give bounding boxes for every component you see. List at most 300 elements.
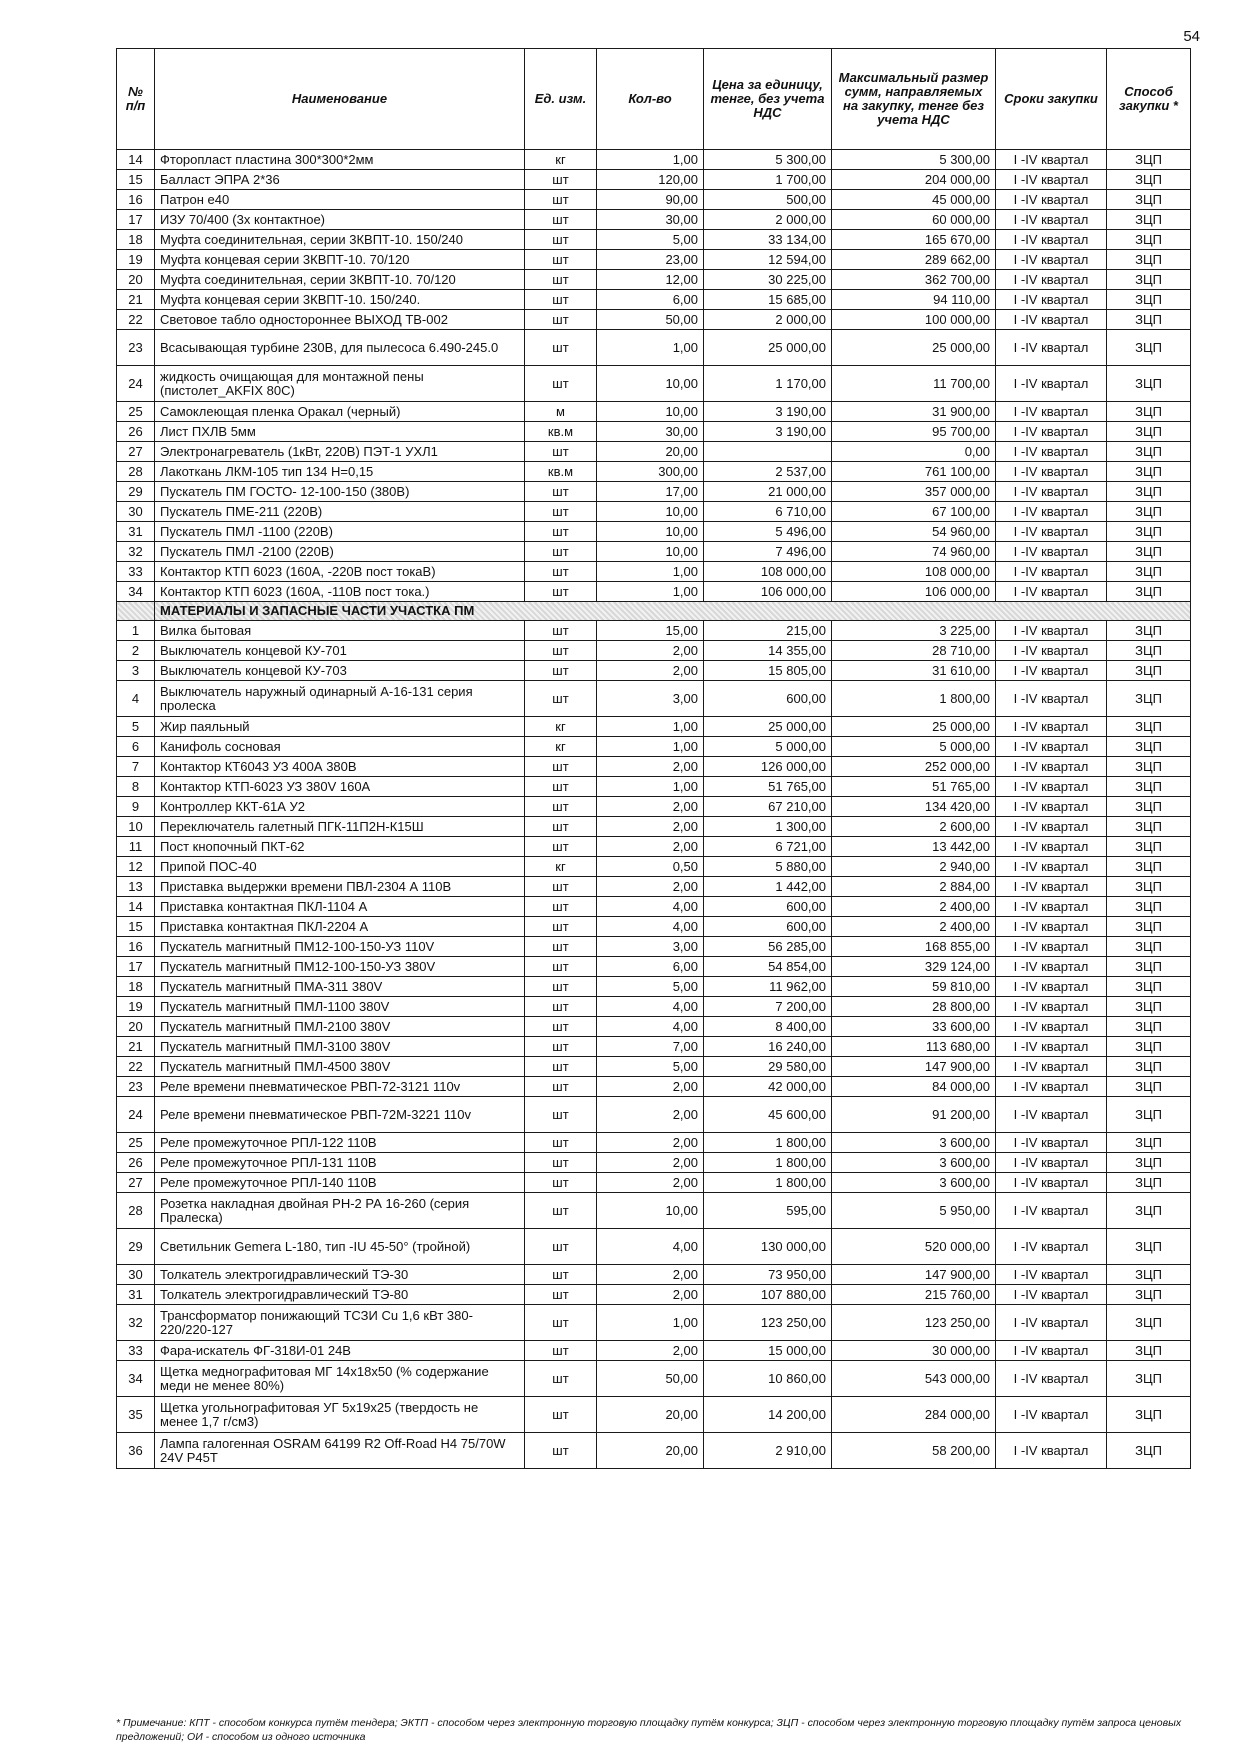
- cell-max-sum: 25 000,00: [832, 330, 996, 366]
- cell-unit: м: [525, 402, 597, 422]
- cell-unit: шт: [525, 1433, 597, 1469]
- cell-price: 600,00: [704, 917, 832, 937]
- cell-price: 14 200,00: [704, 1397, 832, 1433]
- cell-term: I -IV квартал: [996, 1097, 1107, 1133]
- table-row: [117, 1017, 1191, 1037]
- table-row: [117, 1057, 1191, 1077]
- cell-max-sum: 2 884,00: [832, 877, 996, 897]
- cell-term: I -IV квартал: [996, 1433, 1107, 1469]
- cell-unit: шт: [525, 837, 597, 857]
- cell-price: 12 594,00: [704, 250, 832, 270]
- cell-price: 45 600,00: [704, 1097, 832, 1133]
- cell-name: Контроллер ККТ-61А У2: [155, 797, 525, 817]
- cell-quantity: 10,00: [597, 502, 704, 522]
- table-row: [117, 366, 1191, 402]
- cell-name: Пускатель ПМЛ -1100 (220В): [155, 522, 525, 542]
- cell-name: Пускатель магнитный ПМЛ-4500 380V: [155, 1057, 525, 1077]
- cell-name: Лист ПХЛВ 5мм: [155, 422, 525, 442]
- cell-unit: шт: [525, 817, 597, 837]
- cell-name: Пускатель ПМ ГОСТО- 12-100-150 (380В): [155, 482, 525, 502]
- cell-unit: шт: [525, 1361, 597, 1397]
- cell-quantity: 2,00: [597, 1153, 704, 1173]
- cell-method: ЗЦП: [1107, 957, 1191, 977]
- cell-unit: шт: [525, 621, 597, 641]
- cell-term: I -IV квартал: [996, 1153, 1107, 1173]
- cell-price: 6 721,00: [704, 837, 832, 857]
- cell-price: 15 000,00: [704, 1341, 832, 1361]
- cell-name: Контактор КТП 6023 (160А, -110В пост тока.): [155, 582, 525, 602]
- cell-price: 16 240,00: [704, 1037, 832, 1057]
- cell-term: I -IV квартал: [996, 1361, 1107, 1397]
- cell-unit: шт: [525, 1077, 597, 1097]
- cell-method: ЗЦП: [1107, 937, 1191, 957]
- cell-quantity: 2,00: [597, 1173, 704, 1193]
- cell-unit: шт: [525, 1173, 597, 1193]
- cell-max-sum: 33 600,00: [832, 1017, 996, 1037]
- cell-price: 600,00: [704, 897, 832, 917]
- cell-term: I -IV квартал: [996, 897, 1107, 917]
- cell-unit: шт: [525, 977, 597, 997]
- cell-term: I -IV квартал: [996, 797, 1107, 817]
- cell-quantity: 2,00: [597, 661, 704, 681]
- cell-unit: шт: [525, 330, 597, 366]
- cell-number: 28: [117, 1193, 155, 1229]
- cell-number: 32: [117, 1305, 155, 1341]
- cell-unit: шт: [525, 170, 597, 190]
- cell-method: ЗЦП: [1107, 1397, 1191, 1433]
- cell-price: 1 800,00: [704, 1153, 832, 1173]
- cell-method: ЗЦП: [1107, 1077, 1191, 1097]
- cell-number: 20: [117, 270, 155, 290]
- cell-number: 33: [117, 1341, 155, 1361]
- cell-method: ЗЦП: [1107, 190, 1191, 210]
- procurement-table: [116, 48, 1191, 1469]
- cell-method: ЗЦП: [1107, 150, 1191, 170]
- cell-term: I -IV квартал: [996, 857, 1107, 877]
- cell-quantity: 1,00: [597, 1305, 704, 1341]
- cell-name: Муфта соединительная, серии 3КВПТ-10. 70/120: [155, 270, 525, 290]
- cell-method: ЗЦП: [1107, 1193, 1191, 1229]
- cell-quantity: 10,00: [597, 402, 704, 422]
- table-row: [117, 330, 1191, 366]
- cell-name: Лампа галогенная OSRAM 64199 R2 Off-Road H4 75/70W 24V P45T: [155, 1433, 525, 1469]
- cell-number: 19: [117, 997, 155, 1017]
- cell-max-sum: 2 400,00: [832, 917, 996, 937]
- page-number: 54: [1183, 28, 1200, 45]
- cell-max-sum: 30 000,00: [832, 1341, 996, 1361]
- table-row: [117, 937, 1191, 957]
- cell-number: 8: [117, 777, 155, 797]
- cell-name: ИЗУ 70/400 (3х контактное): [155, 210, 525, 230]
- table-row: [117, 641, 1191, 661]
- cell-quantity: 2,00: [597, 1341, 704, 1361]
- cell-number: 16: [117, 190, 155, 210]
- cell-quantity: 1,00: [597, 737, 704, 757]
- cell-method: ЗЦП: [1107, 977, 1191, 997]
- header-name: Наименование: [155, 49, 525, 150]
- cell-number: 14: [117, 897, 155, 917]
- cell-price: 15 685,00: [704, 290, 832, 310]
- cell-term: I -IV квартал: [996, 562, 1107, 582]
- cell-method: ЗЦП: [1107, 1097, 1191, 1133]
- cell-name: Пускатель магнитный ПМЛ-3100 380V: [155, 1037, 525, 1057]
- header-num: № п/п: [117, 49, 155, 150]
- cell-method: ЗЦП: [1107, 366, 1191, 402]
- cell-number: 34: [117, 582, 155, 602]
- cell-term: I -IV квартал: [996, 957, 1107, 977]
- cell-quantity: 5,00: [597, 977, 704, 997]
- table-row: [117, 777, 1191, 797]
- cell-unit: шт: [525, 230, 597, 250]
- cell-term: I -IV квартал: [996, 681, 1107, 717]
- cell-number: 24: [117, 1097, 155, 1133]
- cell-method: ЗЦП: [1107, 717, 1191, 737]
- cell-quantity: 4,00: [597, 1229, 704, 1265]
- cell-max-sum: 67 100,00: [832, 502, 996, 522]
- table-row: [117, 1173, 1191, 1193]
- cell-price: 7 496,00: [704, 542, 832, 562]
- table-row: [117, 1433, 1191, 1469]
- cell-max-sum: 134 420,00: [832, 797, 996, 817]
- section-spacer: [117, 602, 155, 621]
- cell-max-sum: 31 610,00: [832, 661, 996, 681]
- cell-price: 42 000,00: [704, 1077, 832, 1097]
- cell-price: 51 765,00: [704, 777, 832, 797]
- cell-max-sum: 147 900,00: [832, 1057, 996, 1077]
- cell-quantity: 4,00: [597, 897, 704, 917]
- cell-method: ЗЦП: [1107, 797, 1191, 817]
- cell-price: 107 880,00: [704, 1285, 832, 1305]
- table-row: [117, 1077, 1191, 1097]
- cell-term: I -IV квартал: [996, 310, 1107, 330]
- cell-quantity: 2,00: [597, 641, 704, 661]
- table-row: [117, 717, 1191, 737]
- cell-term: I -IV квартал: [996, 1133, 1107, 1153]
- cell-term: I -IV квартал: [996, 442, 1107, 462]
- cell-price: 2 537,00: [704, 462, 832, 482]
- cell-name: Пост кнопочный ПКТ-62: [155, 837, 525, 857]
- table-row: [117, 997, 1191, 1017]
- cell-method: ЗЦП: [1107, 817, 1191, 837]
- cell-method: ЗЦП: [1107, 270, 1191, 290]
- cell-max-sum: 215 760,00: [832, 1285, 996, 1305]
- table-row: [117, 1037, 1191, 1057]
- cell-method: ЗЦП: [1107, 641, 1191, 661]
- cell-name: Реле промежуточное РПЛ-131 110В: [155, 1153, 525, 1173]
- cell-method: ЗЦП: [1107, 1341, 1191, 1361]
- cell-method: ЗЦП: [1107, 422, 1191, 442]
- cell-quantity: 2,00: [597, 1285, 704, 1305]
- cell-price: 108 000,00: [704, 562, 832, 582]
- cell-number: 26: [117, 1153, 155, 1173]
- cell-name: Толкатель электрогидравлический ТЭ-30: [155, 1265, 525, 1285]
- table-row: [117, 1341, 1191, 1361]
- cell-price: 126 000,00: [704, 757, 832, 777]
- cell-quantity: 2,00: [597, 817, 704, 837]
- cell-unit: шт: [525, 1133, 597, 1153]
- cell-max-sum: 59 810,00: [832, 977, 996, 997]
- cell-price: 1 442,00: [704, 877, 832, 897]
- table-row: [117, 797, 1191, 817]
- cell-quantity: 1,00: [597, 330, 704, 366]
- cell-unit: шт: [525, 1265, 597, 1285]
- cell-method: ЗЦП: [1107, 997, 1191, 1017]
- cell-unit: шт: [525, 1341, 597, 1361]
- cell-name: Реле промежуточное РПЛ-140 110В: [155, 1173, 525, 1193]
- cell-name: Пускатель ПМЕ-211 (220В): [155, 502, 525, 522]
- cell-method: ЗЦП: [1107, 661, 1191, 681]
- cell-unit: кг: [525, 717, 597, 737]
- cell-method: ЗЦП: [1107, 777, 1191, 797]
- table-row: [117, 757, 1191, 777]
- cell-max-sum: 60 000,00: [832, 210, 996, 230]
- cell-name: Пускатель магнитный ПМЛ-2100 380V: [155, 1017, 525, 1037]
- cell-term: I -IV квартал: [996, 877, 1107, 897]
- cell-method: ЗЦП: [1107, 681, 1191, 717]
- cell-name: Припой ПОС-40: [155, 857, 525, 877]
- cell-quantity: 1,00: [597, 777, 704, 797]
- cell-max-sum: 94 110,00: [832, 290, 996, 310]
- cell-name: Патрон е40: [155, 190, 525, 210]
- cell-number: 21: [117, 290, 155, 310]
- table-row: [117, 917, 1191, 937]
- cell-price: 30 225,00: [704, 270, 832, 290]
- cell-max-sum: 3 225,00: [832, 621, 996, 641]
- cell-price: 14 355,00: [704, 641, 832, 661]
- cell-price: 3 190,00: [704, 402, 832, 422]
- cell-max-sum: 113 680,00: [832, 1037, 996, 1057]
- cell-quantity: 50,00: [597, 310, 704, 330]
- cell-name: Приставка контактная ПКЛ-1104 А: [155, 897, 525, 917]
- cell-method: ЗЦП: [1107, 1173, 1191, 1193]
- cell-max-sum: 13 442,00: [832, 837, 996, 857]
- cell-name: Щетка меднографитовая МГ 14х18х50 (% содержание меди не менее 80%): [155, 1361, 525, 1397]
- table-row: [117, 270, 1191, 290]
- cell-quantity: 1,00: [597, 717, 704, 737]
- cell-price: 1 170,00: [704, 366, 832, 402]
- cell-number: 33: [117, 562, 155, 582]
- cell-unit: шт: [525, 502, 597, 522]
- cell-number: 29: [117, 1229, 155, 1265]
- cell-method: ЗЦП: [1107, 837, 1191, 857]
- cell-method: ЗЦП: [1107, 542, 1191, 562]
- cell-term: I -IV квартал: [996, 582, 1107, 602]
- cell-term: I -IV квартал: [996, 1173, 1107, 1193]
- cell-unit: шт: [525, 482, 597, 502]
- cell-term: I -IV квартал: [996, 170, 1107, 190]
- cell-max-sum: 329 124,00: [832, 957, 996, 977]
- cell-method: ЗЦП: [1107, 442, 1191, 462]
- cell-term: I -IV квартал: [996, 1265, 1107, 1285]
- cell-price: 29 580,00: [704, 1057, 832, 1077]
- cell-term: I -IV квартал: [996, 917, 1107, 937]
- table-row: [117, 877, 1191, 897]
- cell-price: 1 300,00: [704, 817, 832, 837]
- table-row: [117, 462, 1191, 482]
- cell-number: 2: [117, 641, 155, 661]
- table-row: [117, 977, 1191, 997]
- cell-quantity: 4,00: [597, 1017, 704, 1037]
- cell-unit: шт: [525, 937, 597, 957]
- cell-name: Пускатель ПМЛ -2100 (220В): [155, 542, 525, 562]
- cell-name: Розетка накладная двойная РН-2 РА 16-260 (серия Пралеска): [155, 1193, 525, 1229]
- cell-number: 24: [117, 366, 155, 402]
- cell-term: I -IV квартал: [996, 366, 1107, 402]
- cell-quantity: 4,00: [597, 997, 704, 1017]
- cell-method: ЗЦП: [1107, 210, 1191, 230]
- cell-unit: шт: [525, 250, 597, 270]
- cell-term: I -IV квартал: [996, 502, 1107, 522]
- cell-name: Щетка угольнографитовая УГ 5х19х25 (твердость не менее 1,7 г/см3): [155, 1397, 525, 1433]
- table-row: [117, 1153, 1191, 1173]
- cell-name: Выключатель концевой КУ-703: [155, 661, 525, 681]
- cell-term: I -IV квартал: [996, 270, 1107, 290]
- cell-price: 67 210,00: [704, 797, 832, 817]
- cell-unit: кг: [525, 737, 597, 757]
- cell-number: 17: [117, 957, 155, 977]
- cell-unit: шт: [525, 190, 597, 210]
- cell-max-sum: 362 700,00: [832, 270, 996, 290]
- cell-max-sum: 11 700,00: [832, 366, 996, 402]
- cell-method: ЗЦП: [1107, 757, 1191, 777]
- cell-quantity: 10,00: [597, 542, 704, 562]
- cell-unit: шт: [525, 442, 597, 462]
- cell-name: Канифоль сосновая: [155, 737, 525, 757]
- cell-method: ЗЦП: [1107, 562, 1191, 582]
- cell-quantity: 17,00: [597, 482, 704, 502]
- cell-name: Лакоткань ЛКМ-105 тип 134 H=0,15: [155, 462, 525, 482]
- cell-price: 3 190,00: [704, 422, 832, 442]
- cell-quantity: 3,00: [597, 937, 704, 957]
- cell-term: I -IV квартал: [996, 1341, 1107, 1361]
- cell-term: I -IV квартал: [996, 937, 1107, 957]
- table-row: [117, 1305, 1191, 1341]
- table-row: [117, 522, 1191, 542]
- cell-method: ЗЦП: [1107, 462, 1191, 482]
- cell-max-sum: 0,00: [832, 442, 996, 462]
- cell-term: I -IV квартал: [996, 542, 1107, 562]
- cell-price: [704, 442, 832, 462]
- cell-name: Трансформатор понижающий ТСЗИ Cu 1,6 кВт 380-220/220-127: [155, 1305, 525, 1341]
- cell-number: 35: [117, 1397, 155, 1433]
- cell-quantity: 15,00: [597, 621, 704, 641]
- cell-method: ЗЦП: [1107, 917, 1191, 937]
- table-row: [117, 1265, 1191, 1285]
- cell-name: Реле промежуточное РПЛ-122 110В: [155, 1133, 525, 1153]
- cell-unit: шт: [525, 366, 597, 402]
- cell-quantity: 5,00: [597, 1057, 704, 1077]
- cell-quantity: 30,00: [597, 210, 704, 230]
- cell-term: I -IV квартал: [996, 1229, 1107, 1265]
- cell-price: 73 950,00: [704, 1265, 832, 1285]
- cell-method: ЗЦП: [1107, 1057, 1191, 1077]
- cell-quantity: 23,00: [597, 250, 704, 270]
- cell-price: 54 854,00: [704, 957, 832, 977]
- cell-unit: шт: [525, 797, 597, 817]
- cell-max-sum: 3 600,00: [832, 1133, 996, 1153]
- cell-max-sum: 5 300,00: [832, 150, 996, 170]
- table-header-row: [117, 49, 1191, 150]
- cell-quantity: 2,00: [597, 1265, 704, 1285]
- cell-max-sum: 147 900,00: [832, 1265, 996, 1285]
- cell-quantity: 90,00: [597, 190, 704, 210]
- cell-max-sum: 108 000,00: [832, 562, 996, 582]
- cell-term: I -IV квартал: [996, 817, 1107, 837]
- cell-method: ЗЦП: [1107, 250, 1191, 270]
- cell-quantity: 120,00: [597, 170, 704, 190]
- cell-method: ЗЦП: [1107, 482, 1191, 502]
- cell-price: 10 860,00: [704, 1361, 832, 1397]
- cell-price: 6 710,00: [704, 502, 832, 522]
- cell-max-sum: 2 600,00: [832, 817, 996, 837]
- cell-number: 20: [117, 1017, 155, 1037]
- cell-quantity: 300,00: [597, 462, 704, 482]
- cell-unit: шт: [525, 777, 597, 797]
- cell-number: 29: [117, 482, 155, 502]
- cell-number: 12: [117, 857, 155, 877]
- cell-price: 595,00: [704, 1193, 832, 1229]
- cell-max-sum: 2 400,00: [832, 897, 996, 917]
- cell-name: Муфта концевая серии 3КВПТ-10. 150/240.: [155, 290, 525, 310]
- cell-quantity: 12,00: [597, 270, 704, 290]
- table-row: [117, 1097, 1191, 1133]
- cell-price: 33 134,00: [704, 230, 832, 250]
- cell-name: Вилка бытовая: [155, 621, 525, 641]
- table-row: [117, 857, 1191, 877]
- cell-price: 56 285,00: [704, 937, 832, 957]
- cell-quantity: 10,00: [597, 522, 704, 542]
- cell-quantity: 1,00: [597, 150, 704, 170]
- cell-name: Переключатель галетный ПГК-11П2Н-К15Ш: [155, 817, 525, 837]
- table-row: [117, 542, 1191, 562]
- cell-unit: шт: [525, 957, 597, 977]
- cell-term: I -IV квартал: [996, 290, 1107, 310]
- header-qty: Кол-во: [597, 49, 704, 150]
- cell-term: I -IV квартал: [996, 621, 1107, 641]
- cell-max-sum: 357 000,00: [832, 482, 996, 502]
- cell-max-sum: 84 000,00: [832, 1077, 996, 1097]
- cell-max-sum: 252 000,00: [832, 757, 996, 777]
- cell-quantity: 1,00: [597, 562, 704, 582]
- cell-max-sum: 51 765,00: [832, 777, 996, 797]
- cell-number: 16: [117, 937, 155, 957]
- table-row: [117, 422, 1191, 442]
- cell-number: 4: [117, 681, 155, 717]
- cell-quantity: 5,00: [597, 230, 704, 250]
- cell-number: 21: [117, 1037, 155, 1057]
- table-row: [117, 230, 1191, 250]
- cell-quantity: 10,00: [597, 366, 704, 402]
- cell-quantity: 3,00: [597, 681, 704, 717]
- cell-method: ЗЦП: [1107, 230, 1191, 250]
- cell-name: Муфта концевая серии 3КВПТ-10. 70/120: [155, 250, 525, 270]
- header-term: Сроки закупки: [996, 49, 1107, 150]
- cell-unit: шт: [525, 757, 597, 777]
- section-row: [117, 602, 1191, 621]
- section-title: МАТЕРИАЛЫ И ЗАПАСНЫЕ ЧАСТИ УЧАСТКА ПМ: [155, 602, 1191, 621]
- cell-number: 13: [117, 877, 155, 897]
- table-row: [117, 1133, 1191, 1153]
- cell-term: I -IV квартал: [996, 482, 1107, 502]
- cell-term: I -IV квартал: [996, 1037, 1107, 1057]
- cell-max-sum: 31 900,00: [832, 402, 996, 422]
- cell-term: I -IV квартал: [996, 777, 1107, 797]
- cell-unit: шт: [525, 897, 597, 917]
- cell-price: 123 250,00: [704, 1305, 832, 1341]
- cell-method: ЗЦП: [1107, 310, 1191, 330]
- cell-price: 600,00: [704, 681, 832, 717]
- cell-name: Толкатель электрогидравлический ТЭ-80: [155, 1285, 525, 1305]
